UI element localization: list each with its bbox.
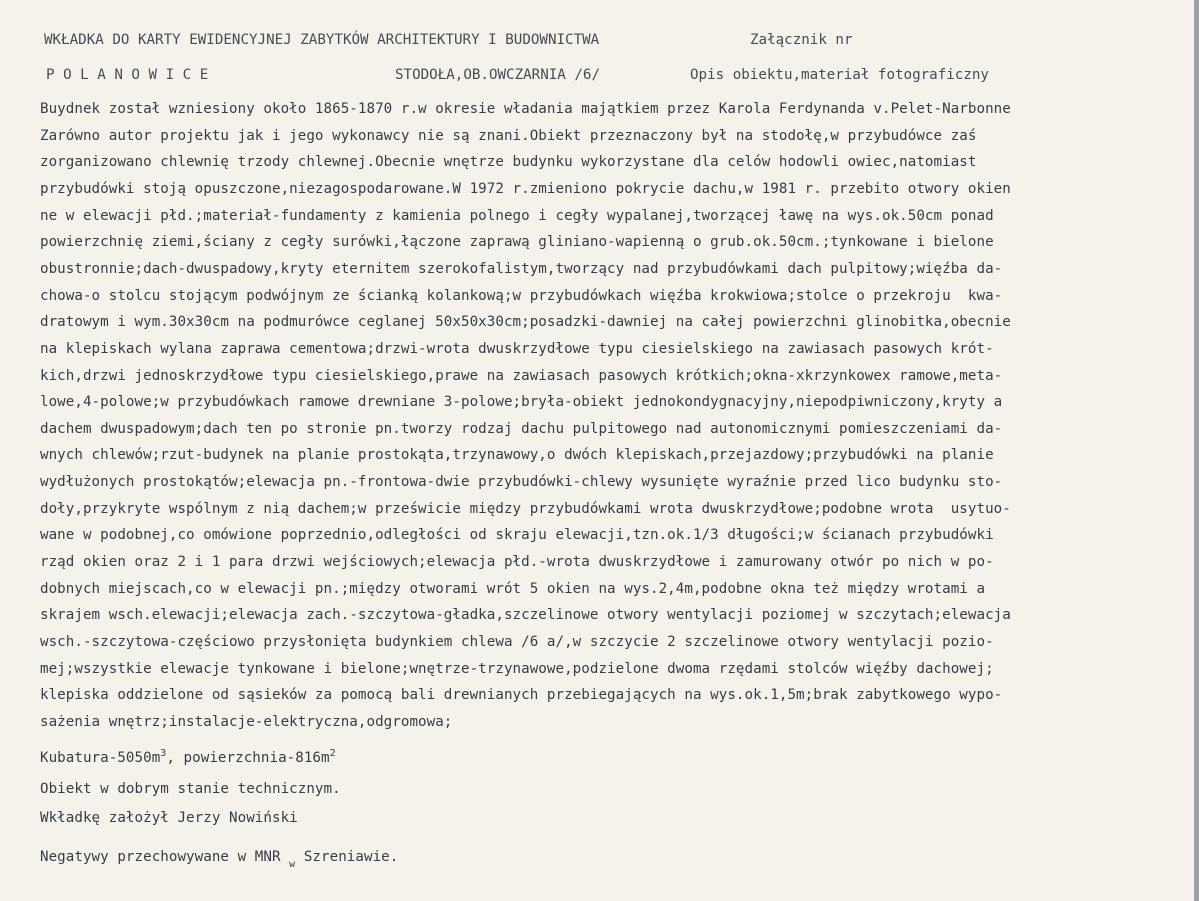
body-line: Zarówno autor projektu jak i jego wykonawcy nie są znani.Obiekt przeznaczony był na stodołę,w przybudówce zaś: [40, 127, 977, 144]
negatives-place: Szreniawie.: [295, 849, 399, 865]
body-line: powierzchnię ziemi,ściany z cegły surówki,łączone zaprawą gliniano-wapienną o grub.ok.50cm.;tynkowane i bielone: [40, 234, 994, 251]
body-line: dobnych miejscach,co w elewacji pn.;między otworami wrót 5 okien na wys.2,4m,podobne okna też między wrotami a: [40, 580, 986, 597]
place-name: P O L A N O W I C E: [46, 67, 209, 83]
body-line: doły,przykryte wspólnym z nią dachem;w prześwicie między przybudówkami wrota dwuskrzydłowe;podobne wrota usytuo-: [40, 500, 1011, 517]
body-line: Buydnek został wzniesiony około 1865-1870 r.w okresie władania majątkiem przez Karola Ferdynanda v.Pelet-Narbonne: [40, 101, 1011, 117]
kubatura-text: Kubatura-5050m: [40, 750, 161, 766]
body-line: skrajem wsch.elewacji;elewacja zach.-szczytowa-gładka,szczelinowe otwory wentylacji poziomej w szczytach;elewacja: [40, 607, 1011, 624]
condition-line: Obiekt w dobrym stanie technicznym.: [40, 781, 341, 797]
body-line: wane w podobnej,co omówione poprzednio,odległości od skraju elewacji,tzn.ok.1/3 długości;w ścianach przybudówki: [40, 527, 994, 544]
body-line: mej;wszystkie elewacje tynkowane i bielone;wnętrze-trzynawowe,podzielone dwoma rzędami stolców więźby dachowej;: [40, 660, 994, 677]
body-line: chowa-o stolcu stojącym podwójnym ze ścianką kolankową;w przybudówkach więźba krokwiowa;stolce o przekroju kwa-: [40, 287, 1003, 304]
object-name: STODOŁA,OB.OWCZARNIA /6/: [395, 67, 600, 83]
kubatura-line: [40, 745, 336, 767]
card-title: WKŁADKA DO KARTY EWIDENCYJNEJ ZABYTKÓW ARCHITEKTURY I BUDOWNICTWA: [44, 32, 600, 48]
body-line: rząd okien oraz 2 i 1 para drzwi wejściowych;elewacja płd.-wrota dwuskrzydłowe i zamurowany otwór po nich w po-: [40, 554, 994, 570]
body-line: obustronnie;dach-dwuspadowy,kryty eternitem szerokofalistym,tworzący nad przybudówkami dach pulpitowy;więźba da-: [40, 260, 1003, 277]
body-line: kich,drzwi jednoskrzydłowe typu ciesielskiego,prawe na zawiasach pasowych krótkich;okna-xkrzynkowex ramowe,meta-: [40, 367, 1003, 384]
body-line: sażenia wnętrz;instalacje-elektryczna,odgromowa;: [40, 713, 453, 730]
body-line: dratowym i wym.30x30cm na podmurówce ceglanej 50x50x30cm;posadzki-dawniej na całej powierzchni glinobitka,obecnie: [40, 314, 1011, 331]
scan-edge: [1194, 0, 1199, 901]
body-line: lowe,4-polowe;w przybudówkach ramowe drewniane 3-polowe;bryła-obiekt jednokondygnacyjny,niepodpiwniczony,kryty a: [40, 394, 1003, 411]
body-line: zorganizowano chlewnię trzody chlewnej.Obecnie wnętrze budynku wykorzystane dla celów hodowli owiec,natomiast: [40, 154, 977, 171]
body-line: dachem dwuspadowym;dach ten po stronie pn.tworzy rodzaj dachu pulpitowego nad autonomicznymi pomieszczeniami da-: [40, 420, 1003, 437]
negatives-line: [40, 848, 398, 874]
negatives-sub: w: [289, 859, 296, 870]
body-line: na klepiskach wylana zaprawa cementowa;drzwi-wrota dwuskrzydłowe typu ciesielskiego na zawiasach pasowych krót-: [40, 340, 994, 357]
negatives-text: Negatywy przechowywane w MNR: [40, 849, 281, 865]
annex-label: Załącznik nr: [750, 32, 853, 48]
author-line: Wkładkę założył Jerzy Nowiński: [40, 810, 298, 826]
body-line: klepiska oddzielone od sąsieków za pomocą bali drewnianych przebiegających na wys.ok.1,5m;brak zabytkowego wypo-: [40, 687, 1003, 704]
body-line: wsch.-szczytowa-częściowo przysłonięta budynkiem chlewa /6 a/,w szczycie 2 szczelinowe otwory wentylacji pozio-: [40, 634, 994, 650]
cubic-exponent: 3: [160, 748, 167, 759]
body-line: przybudówki stoją opuszczone,niezagospodarowane.W 1972 r.zmieniono pokrycie dachu,w 1981 r. przebito otwory okien: [40, 180, 1011, 197]
body-line: wydłużonych prostokątów;elewacja pn.-frontowa-dwie przybudówki-chlewy wysunięte wyraźnie przed lico budynku sto-: [40, 474, 1003, 491]
body-line: wnych chlewów;rzut-budynek na planie prostokąta,trzynawowy,o dwóch klepiskach,przejazdowy;przybudówki na planie: [40, 447, 994, 464]
body-line: ne w elewacji płd.;materiał-fundamenty z kamienia polnego i cegły wypalanej,tworzącej ławę na wys.ok.50cm ponad: [40, 207, 994, 224]
section-title: Opis obiektu,materiał fotograficzny: [690, 67, 989, 83]
area-text: , powierzchnia-816m: [166, 750, 330, 766]
square-exponent: 2: [329, 748, 336, 759]
